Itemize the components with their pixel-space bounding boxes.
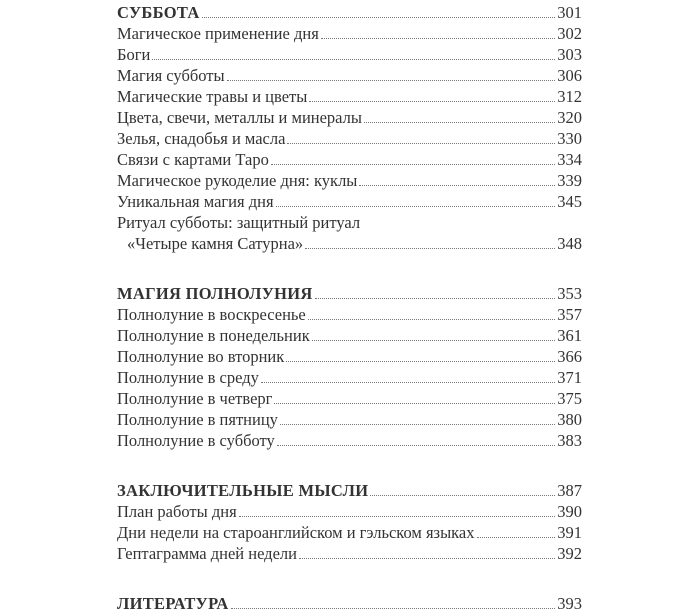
- dot-leader: [308, 319, 556, 320]
- page-number: 361: [557, 326, 582, 345]
- page-number: 301: [557, 3, 582, 22]
- page-number: 357: [557, 305, 582, 324]
- entry-continuation-row: [117, 233, 582, 254]
- toc-section: [117, 480, 582, 564]
- entry-title: Дни недели на староанглийском и гэльском языках: [117, 523, 475, 542]
- dot-leader: [286, 361, 555, 362]
- dot-leader: [271, 164, 555, 165]
- section-gap: [117, 451, 582, 480]
- entry-title: Магическое рукоделие дня: куклы: [117, 171, 358, 190]
- dot-leader: [315, 298, 556, 299]
- toc-section: [117, 283, 582, 451]
- entry-title-line2: «Четыре камня Сатурна»: [127, 234, 304, 253]
- entry-title: Магия субботы: [117, 66, 225, 85]
- toc-entry[interactable]: [117, 543, 582, 564]
- page-number: 366: [557, 347, 582, 366]
- dot-leader: [287, 143, 555, 144]
- toc-entry[interactable]: [117, 23, 582, 44]
- page-number: 383: [557, 431, 582, 450]
- page-number: 387: [557, 481, 582, 500]
- section-heading-row[interactable]: [117, 283, 582, 304]
- page-number: 302: [557, 24, 582, 43]
- toc-section: [117, 0, 582, 254]
- page-number: 330: [557, 129, 582, 148]
- page-number: 320: [557, 108, 582, 127]
- section-heading-row[interactable]: [117, 480, 582, 501]
- section-title: СУББОТА: [117, 3, 200, 22]
- page-number: 380: [557, 410, 582, 429]
- entry-title: Полнолуние во вторник: [117, 347, 285, 366]
- toc-entry[interactable]: [117, 149, 582, 170]
- toc-entry[interactable]: [117, 522, 582, 543]
- toc-entry[interactable]: [117, 501, 582, 522]
- toc-entry[interactable]: [117, 388, 582, 409]
- dot-leader: [305, 248, 555, 249]
- page-number: 334: [557, 150, 582, 169]
- entry-title: Магическое применение дня: [117, 24, 319, 43]
- page-number: 303: [557, 45, 582, 64]
- page-number: 375: [557, 389, 582, 408]
- page-number: 345: [557, 192, 582, 211]
- entry-title: Полнолуние в понедельник: [117, 326, 310, 345]
- dot-leader: [227, 80, 556, 81]
- dot-leader: [370, 495, 555, 496]
- page-number: 371: [557, 368, 582, 387]
- page-number: 392: [557, 544, 582, 563]
- toc-entry[interactable]: [117, 409, 582, 430]
- entry-title: Магические травы и цветы: [117, 87, 308, 106]
- entry-title-line1: Ритуал субботы: защитный ритуал: [117, 213, 361, 232]
- entry-title: Полнолуние в среду: [117, 368, 259, 387]
- section-title: ЛИТЕРАТУРА: [117, 594, 229, 613]
- dot-leader: [280, 424, 555, 425]
- entry-title: Полнолуние в четверг: [117, 389, 273, 408]
- section-gap: [117, 254, 582, 283]
- entry-title: Связи с картами Таро: [117, 150, 269, 169]
- dot-leader: [477, 537, 556, 538]
- toc-entry[interactable]: [117, 86, 582, 107]
- dot-leader: [274, 403, 555, 404]
- page-number: 339: [557, 171, 582, 190]
- toc-entry[interactable]: [117, 128, 582, 149]
- table-of-contents: [117, 0, 582, 614]
- toc-entry[interactable]: [117, 170, 582, 191]
- dot-leader: [312, 340, 556, 341]
- entry-title: Полнолуние в субботу: [117, 431, 275, 450]
- dot-leader: [239, 516, 556, 517]
- page-number: 312: [557, 87, 582, 106]
- dot-leader: [277, 445, 555, 446]
- page-number: 393: [557, 594, 582, 613]
- toc-entry[interactable]: [117, 304, 582, 325]
- entry-title: План работы дня: [117, 502, 237, 521]
- toc-entry[interactable]: [117, 430, 582, 451]
- dot-leader: [364, 122, 555, 123]
- toc-entry[interactable]: [117, 44, 582, 65]
- dot-leader: [359, 185, 555, 186]
- dot-leader: [299, 558, 555, 559]
- toc-entry[interactable]: [117, 325, 582, 346]
- entry-title: Гептаграмма дней недели: [117, 544, 297, 563]
- toc-section: [117, 593, 582, 614]
- dot-leader: [309, 101, 555, 102]
- section-title: ЗАКЛЮЧИТЕЛЬНЫЕ МЫСЛИ: [117, 481, 369, 500]
- section-gap: [117, 564, 582, 593]
- toc-entry[interactable]: [117, 367, 582, 388]
- toc-entry[interactable]: [117, 65, 582, 86]
- toc-entry[interactable]: [117, 107, 582, 128]
- entry-title: Зелья, снадобья и масла: [117, 129, 286, 148]
- section-heading-row[interactable]: [117, 2, 582, 23]
- dot-leader: [261, 382, 555, 383]
- section-title: МАГИЯ ПОЛНОЛУНИЯ: [117, 284, 313, 303]
- dot-leader: [152, 59, 555, 60]
- page-number: 391: [557, 523, 582, 542]
- toc-entry-multiline[interactable]: [117, 212, 582, 254]
- entry-title: Полнолуние в пятницу: [117, 410, 278, 429]
- dot-leader: [202, 17, 556, 18]
- entry-title: Уникальная магия дня: [117, 192, 274, 211]
- section-heading-row[interactable]: [117, 593, 582, 614]
- page-number: 353: [557, 284, 582, 303]
- page-number: 390: [557, 502, 582, 521]
- entry-title: Боги: [117, 45, 151, 64]
- entry-title: Цвета, свечи, металлы и минералы: [117, 108, 362, 127]
- page-number: 348: [557, 234, 582, 253]
- toc-entry[interactable]: [117, 191, 582, 212]
- dot-leader: [276, 206, 556, 207]
- page-number: 306: [557, 66, 582, 85]
- entry-title: Полнолуние в воскресенье: [117, 305, 306, 324]
- dot-leader: [321, 38, 555, 39]
- toc-entry[interactable]: [117, 346, 582, 367]
- dot-leader: [231, 608, 556, 609]
